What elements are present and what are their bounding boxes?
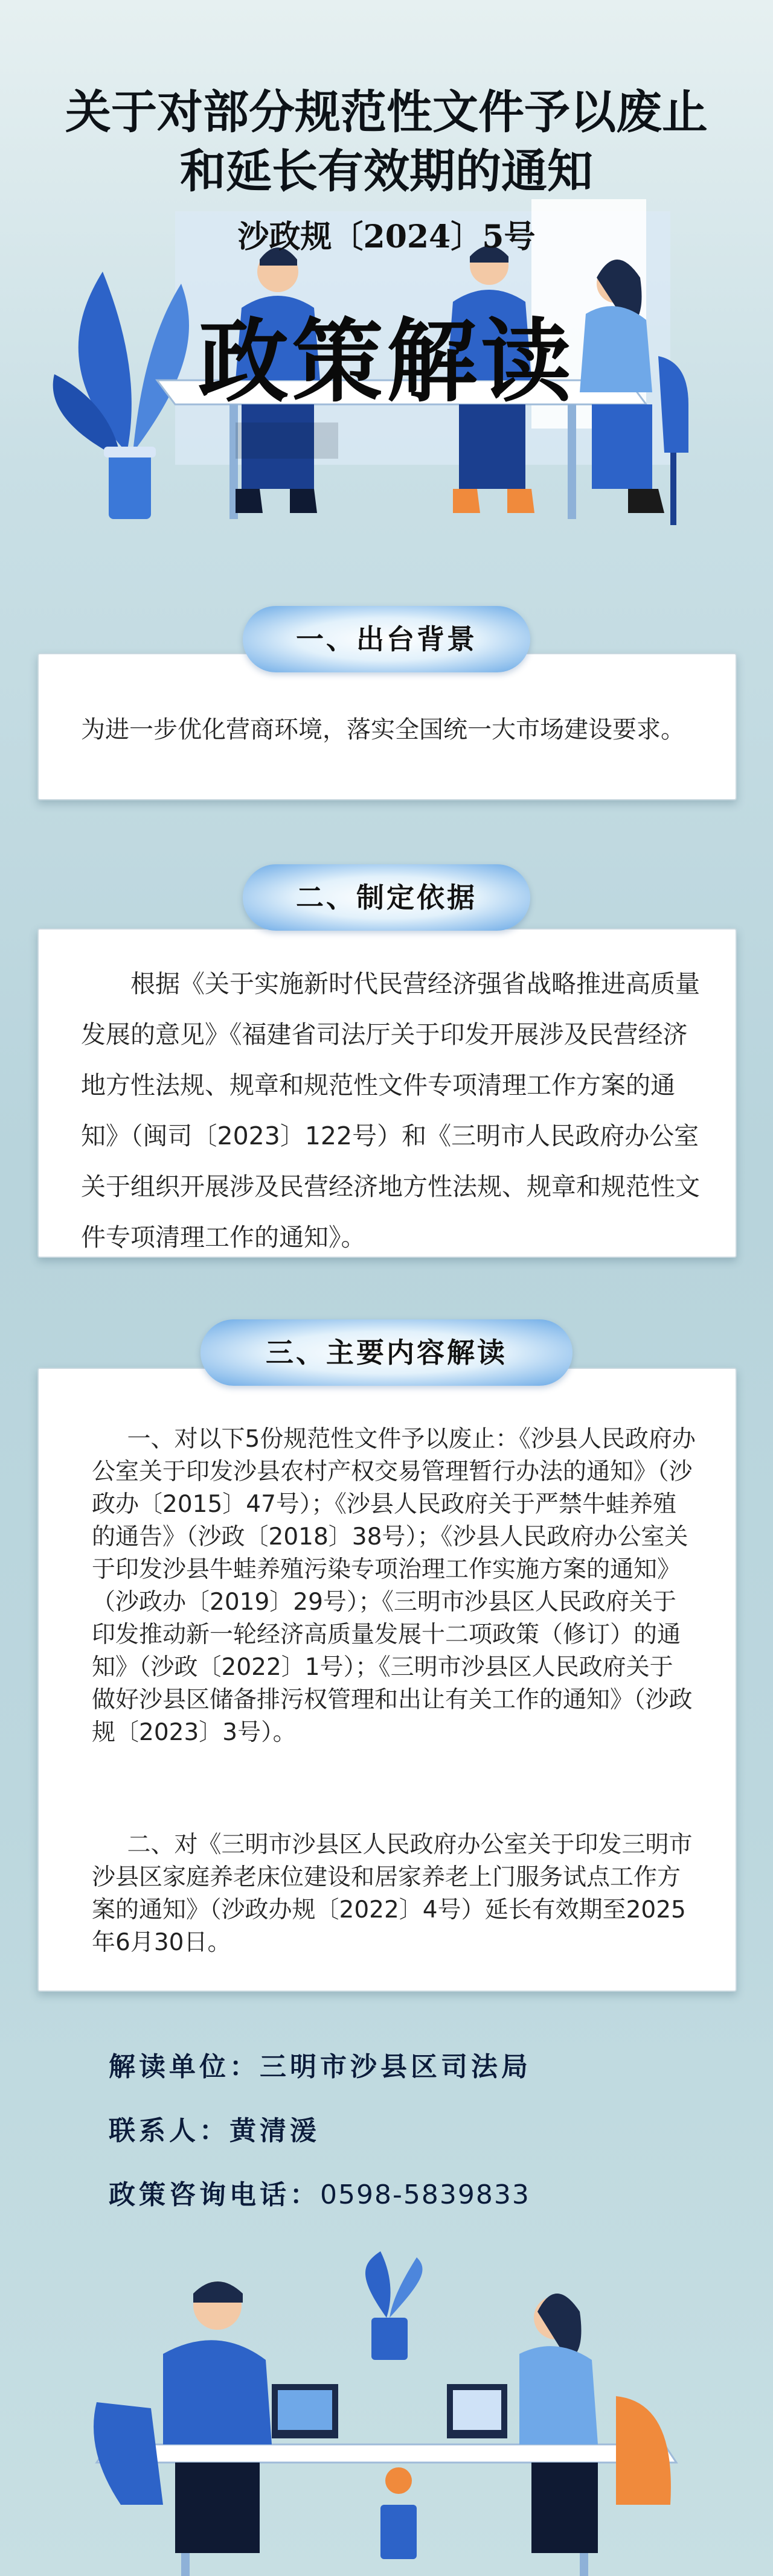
- document-number: 沙政规〔2024〕5号: [237, 218, 536, 255]
- section-content-card: [37, 1368, 737, 1992]
- contact-label: 联系人：: [109, 2115, 229, 2146]
- contact-row: [109, 2109, 320, 2147]
- laptop-workers-illustration: [72, 2251, 701, 2576]
- title-line-2: 和延长有效期的通知: [180, 144, 593, 198]
- person-laptop-right-icon: [447, 2294, 671, 2553]
- phone-label: 政策咨询电话：: [109, 2179, 320, 2210]
- section-basis-text: 根据《关于实施新时代民营经济强省战略推进高质量发展的意见》《福建省司法厅关于印发开展涉及民营经济地方性法规、规章和规范性文件专项清理工作方案的通知》（闽司〔2023〕122号）和《三明市人民政府办公室关于组织开展涉及民营经济地方性法规、规章和规范性文件专项清理工作的通知》。: [81, 969, 700, 1252]
- contact-value: 黄清湲: [229, 2115, 320, 2146]
- person-laptop-left-icon: [94, 2281, 338, 2553]
- title-line-1: 关于对部分规范性文件予以废止: [65, 85, 708, 139]
- section-background-text: 为进一步优化营商环境，落实全国统一大市场建设要求。: [81, 716, 685, 744]
- section-content-heading: 三、主要内容解读: [200, 1319, 573, 1386]
- phone-value: 0598-5839833: [320, 2179, 530, 2210]
- flower-vase-icon: [380, 2467, 417, 2559]
- interpret-unit-value: 三明市沙县区司法局: [260, 2052, 531, 2082]
- potted-plant-icon: [365, 2251, 423, 2360]
- section-background-heading: 一、出台背景: [243, 606, 530, 672]
- interpret-unit-row: [109, 2045, 531, 2083]
- interpret-unit-label: 解读单位：: [109, 2052, 260, 2082]
- section-basis-heading: 二、制定依据: [243, 864, 530, 931]
- section-content-text-1: 一、对以下5份规范性文件予以废止：《沙县人民政府办公室关于印发沙县农村产权交易管理暂行办法的通知》（沙政办〔2015〕47号）；《沙县人民政府关于严禁牛蛙养殖的通告》（沙政〔2018〕38号）；《沙县人民政府办公室关于印发沙县牛蛙养殖污染专项治理工作实施方案的通知》（沙政办〔2019〕29号）；《三明市沙县区人民政府关于印发推动新一轮经济高质量发展十二项政策（修订）的通知》（沙政〔2022〕1号）；《三明市沙县区人民政府关于做好沙县区储备排污权管理和出让有关工作的通知》（沙政规〔2023〕3号）。: [92, 1426, 696, 1746]
- section-background-card: [37, 653, 737, 800]
- section-content-text-2: 二、对《三明市沙县区人民政府办公室关于印发三明市沙县区家庭养老床位建设和居家养老上门服务试点工作方案的通知》（沙政办规〔2022〕4号）延长有效期至2025年6月30日。: [92, 1831, 693, 1956]
- section-basis-card: [37, 928, 737, 1258]
- phone-row: [109, 2173, 530, 2211]
- hero-title: 政策解读: [197, 308, 575, 415]
